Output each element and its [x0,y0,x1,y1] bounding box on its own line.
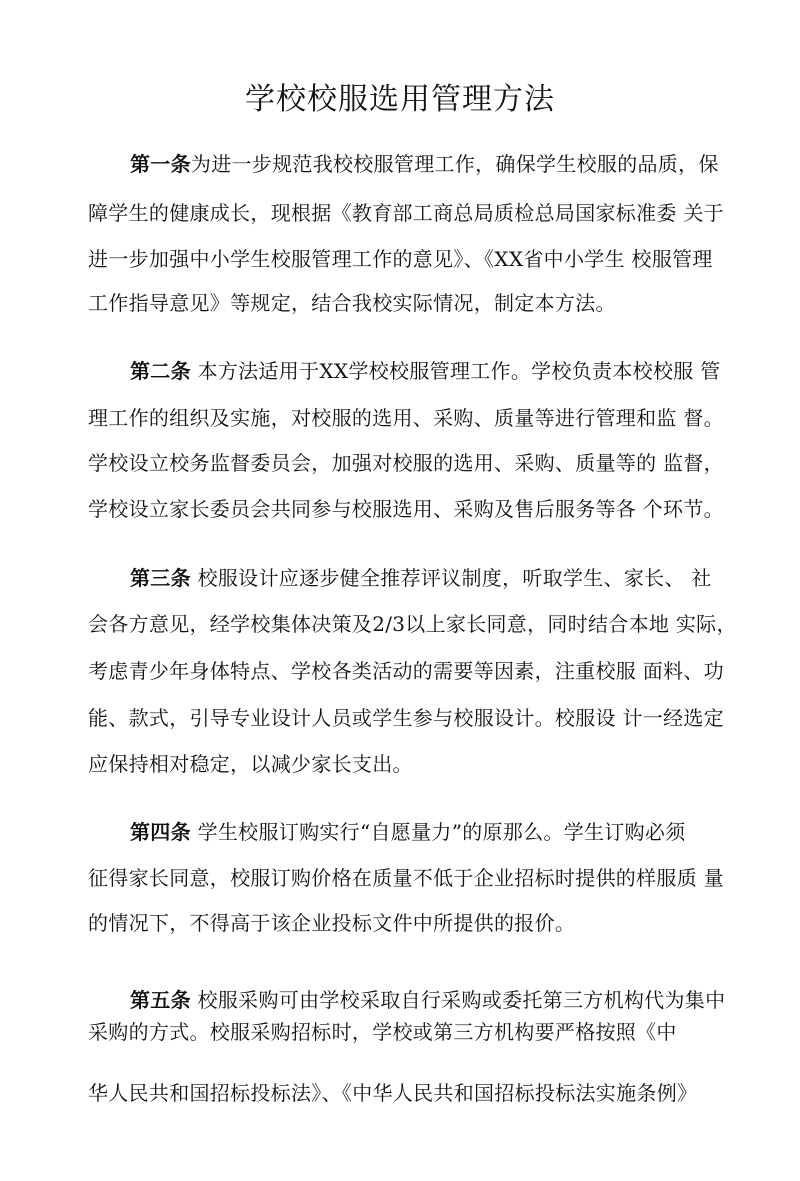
article-1-line-1: 第一条为进一步规范我校校服管理工作，确保学生校服的品质，保 [130,152,719,176]
article-3-line-1: 第三条 校服设计应逐步健全推荐评议制度，听取学生、家长、 社 [130,566,712,590]
article-4-line-1: 第四条 学生校服订购实行“自愿量力”的原那么。学生订购必须 [130,820,686,844]
article-2-heading: 第二条 [130,359,191,383]
document-title: 学校校服选用管理方法 [245,82,555,117]
article-2-line-3: 学校设立校务监督委员会，加强对校服的选用、采购、质量等的 监督， [88,451,724,475]
article-3-line-4: 能、款式，引导专业设计人员或学生参与校服设计。校服设 计一经选定 [88,706,724,730]
article-3-line-2: 会各方意见，经学校集体决策及2/3以上家长同意，同时结合本地 实际， [88,612,737,636]
article-5-heading: 第五条 [130,988,191,1012]
article-2-line-4: 学校设立家长委员会共同参与校服选用、采购及售后服务等各 个环节。 [88,497,724,521]
article-2-line-1: 第二条 本方法适用于XX学校校服管理工作。学校负责本校校服 管 [130,359,721,383]
article-1-heading: 第一条 [130,152,191,176]
article-4-heading: 第四条 [130,820,191,844]
article-3-line-5: 应保持相对稳定，以减少家长支出。 [88,752,413,776]
article-2-line-2: 理工作的组织及实施，对校服的选用、采购、质量等进行管理和监 督。 [88,406,724,430]
article-5-line-2: 采购的方式。校服采购招标时，学校或第三方机构要严格按照《中 [88,1020,677,1044]
article-3-line-3: 考虑青少年身体特点、学校各类活动的需要等因素，注重校服 面料、功 [88,659,724,683]
article-4-line-2: 征得家长同意，校服订购价格在质量不低于企业招标时提供的样服质 量 [88,866,724,890]
article-5-line-3: 华人民共和国招标投标法》、《中华人民共和国招标投标法实施条例》 [88,1081,698,1105]
article-4-line-3: 的情况下，不得高于该企业投标文件中所提供的报价。 [88,911,576,935]
article-3-heading: 第三条 [130,566,191,590]
article-1-line-4: 工作指导意见》等规定，结合我校实际情况，制定本方法。 [88,291,616,315]
article-5-line-1: 第五条 校服采购可由学校采取自行采购或委托第三方机构代为集中 [130,988,726,1012]
article-1-line-2: 障学生的健康成长，现根据《教育部工商总局质检总局国家标准委 关于 [88,201,724,225]
article-1-line-3: 进一步加强中小学生校服管理工作的意见》、《XX省中小学生 校服管理 [88,247,713,271]
